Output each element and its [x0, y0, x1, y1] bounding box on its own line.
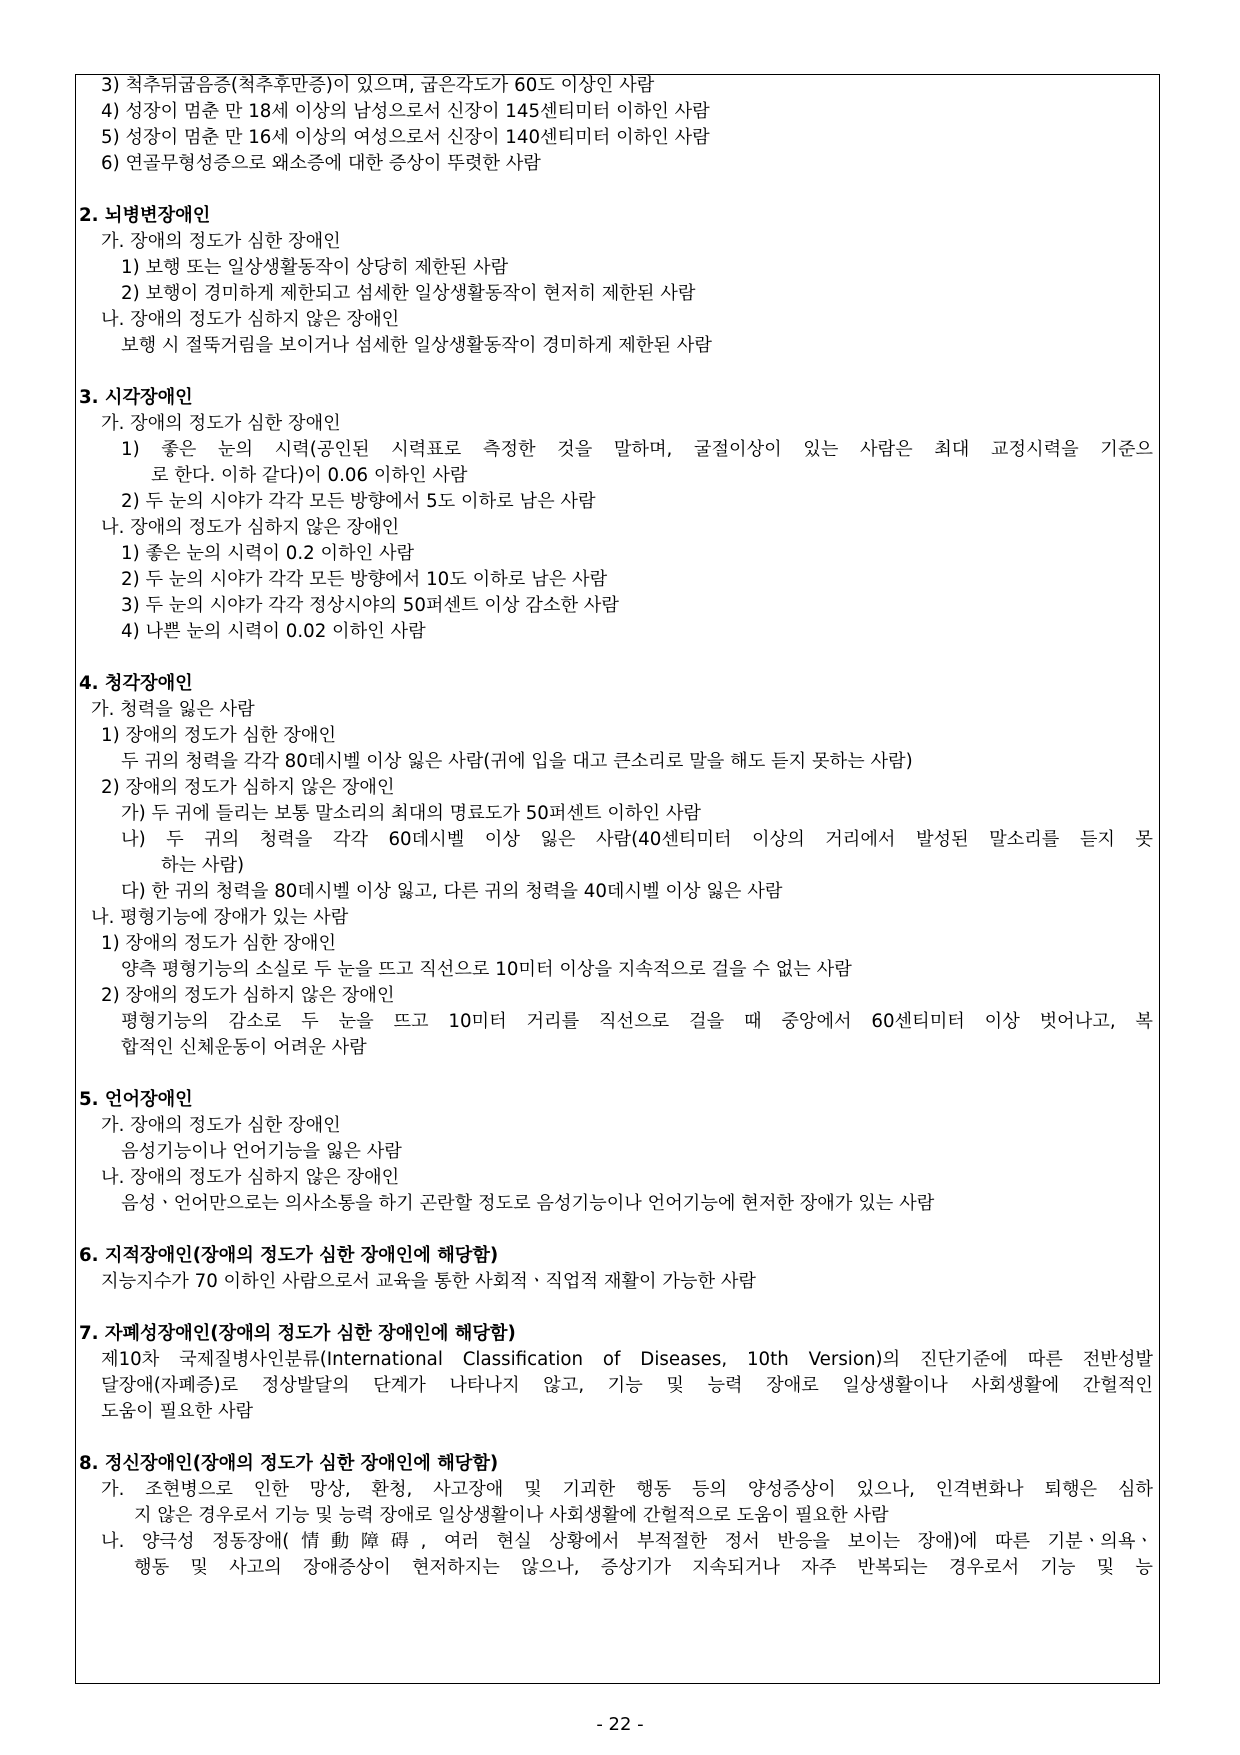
text-line: 4) 성장이 멈춘 만 18세 이상의 남성으로서 신장이 145센티미터 이하인 사람 [101, 101, 710, 122]
text-line: 나. 장애의 정도가 심하지 않은 장애인 [101, 309, 400, 330]
text-line: 가. 장애의 정도가 심한 장애인 [101, 1115, 341, 1136]
section-heading: 2. 뇌병변장애인 [79, 205, 211, 226]
text-line: 행동 및 사고의 장애증상이 현저하지는 않으나, 증상기가 지속되거나 자주 반복되는 경우로서 기능 및 능 [134, 1557, 1153, 1578]
text-line: 하는 사람) [161, 855, 245, 876]
text-line: 제10차 국제질병사인분류(International Classification of Diseases, 10th Version)의 진단기준에 따른 전반성발 [101, 1349, 1153, 1370]
text-line: 지 않은 경우로서 기능 및 능력 장애로 일상생활이나 사회생활에 간헐적으로 도움이 필요한 사람 [134, 1505, 889, 1526]
text-line: 음성ㆍ언어만으로는 의사소통을 하기 곤란할 정도로 음성기능이나 언어기능에 현저한 장애가 있는 사람 [121, 1193, 935, 1214]
text-line: 가. 장애의 정도가 심한 장애인 [101, 231, 341, 252]
section-heading: 7. 자폐성장애인(장애의 정도가 심한 장애인에 해당함) [79, 1323, 516, 1344]
page-number: - 22 - [596, 1714, 644, 1735]
section-heading: 4. 청각장애인 [79, 673, 193, 694]
text-line: 가) 두 귀에 들리는 보통 말소리의 최대의 명료도가 50퍼센트 이하인 사람 [121, 803, 701, 824]
text-line: 1) 좋은 눈의 시력(공인된 시력표로 측정한 것을 말하며, 굴절이상이 있는 사람은 최대 교정시력을 기준으 [121, 439, 1153, 460]
text-line: 달장애(자폐증)로 정상발달의 단계가 나타나지 않고, 기능 및 능력 장애로 일상생활이나 사회생활에 간헐적인 [101, 1375, 1153, 1396]
text-line: 도움이 필요한 사람 [101, 1401, 254, 1422]
text-line: 로 한다. 이하 같다)이 0.06 이하인 사람 [151, 465, 468, 486]
text-line: 4) 나쁜 눈의 시력이 0.02 이하인 사람 [121, 621, 426, 642]
text-line: 음성기능이나 언어기능을 잃은 사람 [121, 1141, 402, 1162]
text-line: 2) 보행이 경미하게 제한되고 섬세한 일상생활동작이 현저히 제한된 사람 [121, 283, 696, 304]
text-line: 1) 보행 또는 일상생활동작이 상당히 제한된 사람 [121, 257, 509, 278]
text-line: 가. 장애의 정도가 심한 장애인 [101, 413, 341, 434]
text-line: 2) 장애의 정도가 심하지 않은 장애인 [101, 777, 395, 798]
text-line: 다) 한 귀의 청력을 80데시벨 이상 잃고, 다른 귀의 청력을 40데시벨 이상 잃은 사람 [121, 881, 783, 902]
text-line: 양측 평형기능의 소실로 두 눈을 뜨고 직선으로 10미터 이상을 지속적으로 걸을 수 없는 사람 [121, 959, 852, 980]
text-line: 6) 연골무형성증으로 왜소증에 대한 증상이 뚜렷한 사람 [101, 153, 541, 174]
text-line: 보행 시 절뚝거림을 보이거나 섬세한 일상생활동작이 경미하게 제한된 사람 [121, 335, 712, 356]
text-line: 나) 두 귀의 청력을 각각 60데시벨 이상 잃은 사람(40센티미터 이상의 거리에서 발성된 말소리를 듣지 못 [121, 829, 1153, 850]
text-line: 지능지수가 70 이하인 사람으로서 교육을 통한 사회적ㆍ직업적 재활이 가능한 사람 [101, 1271, 756, 1292]
text-line: 합적인 신체운동이 어려운 사람 [121, 1037, 367, 1058]
text-line: 평형기능의 감소로 두 눈을 뜨고 10미터 거리를 직선으로 걸을 때 중앙에서 60센티미터 이상 벗어나고, 복 [121, 1011, 1153, 1032]
section-heading: 6. 지적장애인(장애의 정도가 심한 장애인에 해당함) [79, 1245, 499, 1266]
text-line: 2) 두 눈의 시야가 각각 모든 방향에서 5도 이하로 남은 사람 [121, 491, 596, 512]
text-line: 1) 장애의 정도가 심한 장애인 [101, 725, 337, 746]
text-line: 1) 장애의 정도가 심한 장애인 [101, 933, 337, 954]
text-line: 나. 평형기능에 장애가 있는 사람 [91, 907, 349, 928]
text-line: 1) 좋은 눈의 시력이 0.2 이하인 사람 [121, 543, 415, 564]
text-line: 나. 장애의 정도가 심하지 않은 장애인 [101, 1167, 400, 1188]
text-line: 두 귀의 청력을 각각 80데시벨 이상 잃은 사람(귀에 입을 대고 큰소리로 말을 해도 듣지 못하는 사람) [121, 751, 913, 772]
section-heading: 8. 정신장애인(장애의 정도가 심한 장애인에 해당함) [79, 1453, 499, 1474]
content-frame [75, 74, 1160, 1684]
text-line: 5) 성장이 멈춘 만 16세 이상의 여성으로서 신장이 140센티미터 이하인 사람 [101, 127, 710, 148]
text-line: 3) 척추뒤굽음증(척추후만증)이 있으며, 굽은각도가 60도 이상인 사람 [101, 75, 655, 96]
text-line: 3) 두 눈의 시야가 각각 정상시야의 50퍼센트 이상 감소한 사람 [121, 595, 619, 616]
text-line: 가. 조현병으로 인한 망상, 환청, 사고장애 및 기괴한 행동 등의 양성증상이 있으나, 인격변화나 퇴행은 심하 [101, 1479, 1153, 1500]
text-line: 2) 장애의 정도가 심하지 않은 장애인 [101, 985, 395, 1006]
section-heading: 3. 시각장애인 [79, 387, 193, 408]
text-line: 2) 두 눈의 시야가 각각 모든 방향에서 10도 이하로 남은 사람 [121, 569, 608, 590]
section-heading: 5. 언어장애인 [79, 1089, 193, 1110]
text-line: 나. 양극성 정동장애(情動障碍, 여러 현실 상황에서 부적절한 정서 반응을 보이는 장애)에 따른 기분ㆍ의욕ㆍ [101, 1531, 1153, 1552]
text-line: 가. 청력을 잃은 사람 [91, 699, 255, 720]
text-line: 나. 장애의 정도가 심하지 않은 장애인 [101, 517, 400, 538]
